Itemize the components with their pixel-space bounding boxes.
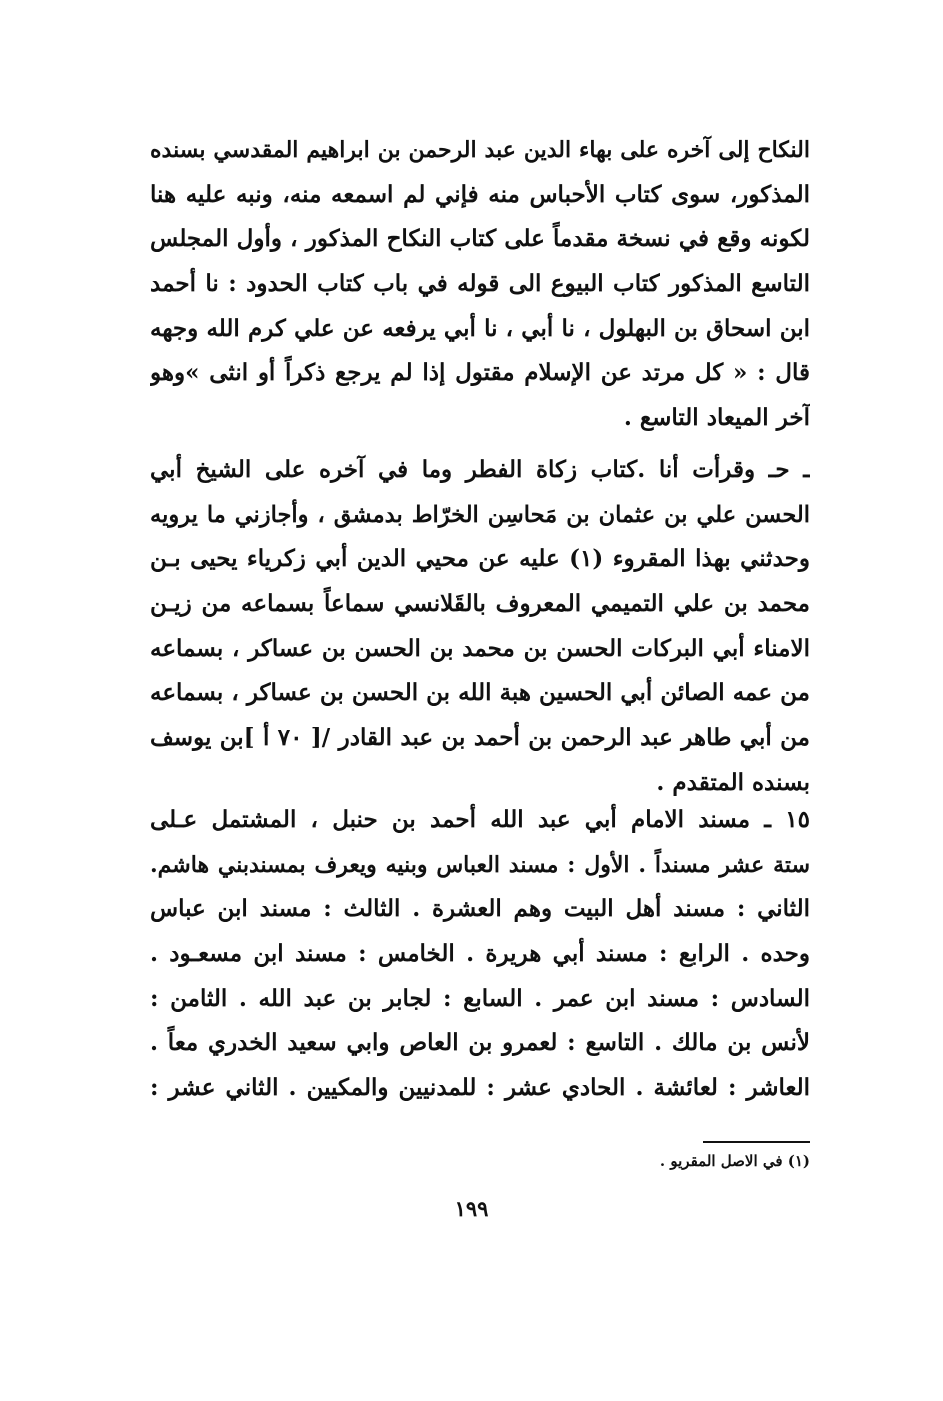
footnote-divider — [703, 1141, 810, 1143]
text-line: لأنس بن مالك . التاسع : لعمرو بن العاص وابي سعيد الخدري معاً . — [150, 1029, 810, 1057]
paragraph-zakat-chain — [150, 448, 810, 806]
paragraph-marriage-chain — [150, 128, 810, 441]
text-line: النكاح إلى آخره على بهاء الدين عبد الرحمن بن ابراهيم المقدسي بسنده — [150, 137, 810, 163]
text-line: الحسن علي بن عثمان بن مَحاسِن الخرّاط بدمشق ، وأجازني ما يرويه — [150, 501, 810, 528]
text-line: ـ حـ وقرأت أنا .كتاب زكاة الفطر وما في آخره على الشيخ أبي — [150, 456, 810, 483]
text-line: الامناء أبي البركات الحسن بن محمد بن الحسن بن عساكر ، بسماعه — [150, 634, 810, 662]
text-line: من أبي طاهر عبد الرحمن بن أحمد بن عبد القادر /[ ٧٠ أ ]بن يوسف — [150, 724, 810, 752]
text-line: ابن اسحاق بن البهلول ، نا أبي ، نا أبي يرفعه عن علي كرم الله وجهه — [150, 314, 810, 342]
text-line: ١٥ ـ مسند الامام أبي عبد الله أحمد بن حنبل ، المشتمل عـلى — [150, 806, 810, 833]
text-line: آخر الميعاد التاسع . — [623, 404, 810, 432]
text-line: المذكور، سوى كتاب الأحباس منه فإني لم اسمعه منه، ونبه عليه هنا — [150, 180, 810, 208]
text-line: ستة عشر مسنداً . الأول : مسند العباس وبنيه ويعرف بمسندبني هاشم. — [150, 851, 810, 878]
text-line: السادس : مسند ابن عمر . السابع : لجابر بن عبد الله . الثامن : — [150, 984, 810, 1012]
text-line: وحدثني بهذا المقروء (١) عليه عن محيي الدين أبي زكرياء يحيى بـن — [150, 545, 810, 573]
page-number: ١٩٩ — [454, 1196, 489, 1221]
text-line: التاسع المذكور كتاب البيوع الى قوله في باب كتاب الحدود : نا أحمد — [150, 270, 810, 298]
text-line: بسنده المتقدم . — [656, 768, 810, 796]
text-line: محمد بن علي التميمي المعروف بالقَلانسي سماعاً بسماعه من زيـن — [150, 590, 810, 618]
paragraph-musnad-ahmad — [150, 798, 810, 1111]
text-line: وحده . الرابع : مسند أبي هريرة . الخامس : مسند ابن مسعـود . — [150, 940, 810, 968]
footnote: (١) في الاصل المقريو . — [659, 1152, 810, 1170]
text-line: لكونه وقع في نسخة مقدماً على كتاب النكاح المذكور ، وأول المجلس — [150, 225, 810, 253]
text-line: العاشر : لعائشة . الحادي عشر : للمدنيين والمكيين . الثاني عشر : — [150, 1074, 810, 1102]
text-line: الثاني : مسند أهل البيت وهم العشرة . الثالث : مسند ابن عباس — [150, 895, 810, 923]
text-line: من عمه الصائن أبي الحسين هبة الله بن الحسن بن عساكر ، بسماعه — [150, 679, 810, 707]
text-line: قال : « كل مرتد عن الإسلام مقتول إذا لم يرجع ذكراً أو انثى »وهو — [150, 359, 810, 387]
